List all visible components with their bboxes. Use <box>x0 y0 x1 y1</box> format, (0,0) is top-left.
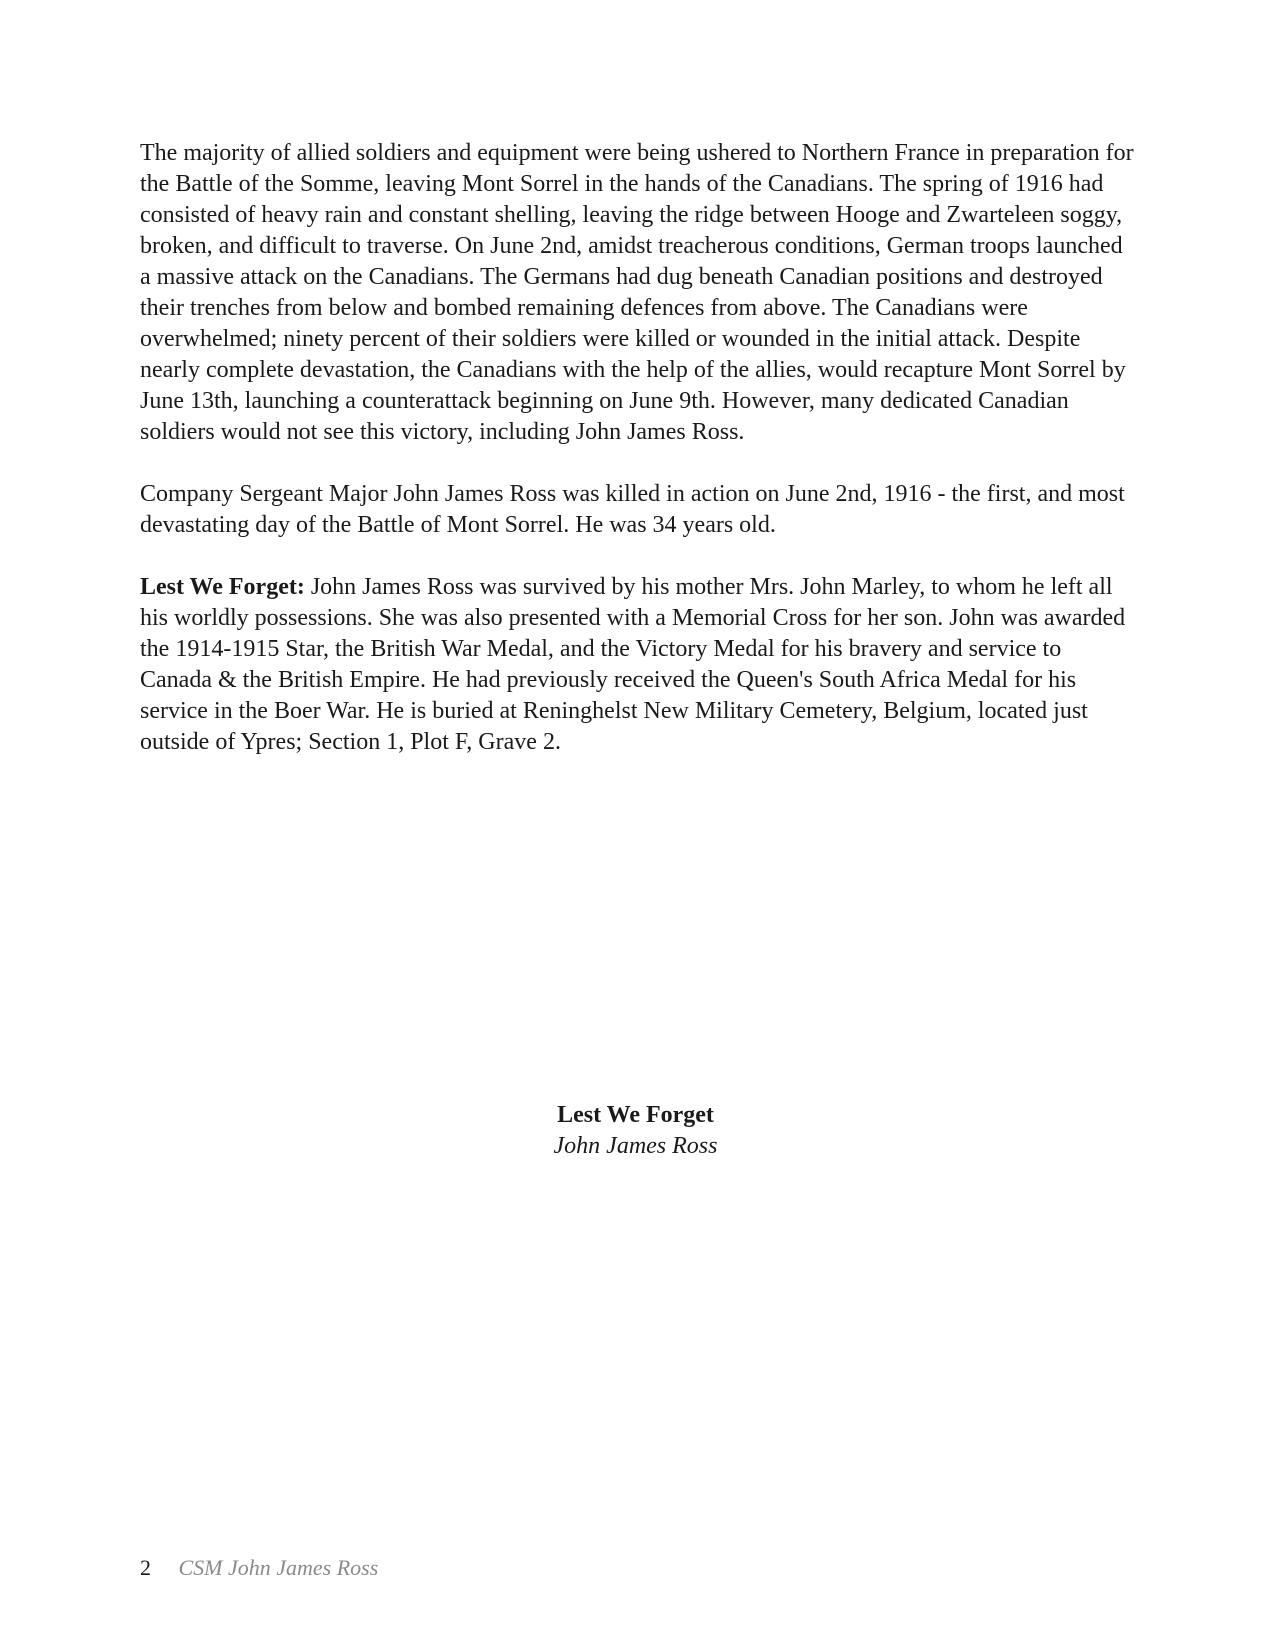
page-number: 2 <box>140 1555 151 1580</box>
running-header: CSM John James Ross <box>178 1555 379 1580</box>
paragraph-lest-we-forget <box>140 572 1135 758</box>
body-text <box>140 138 1135 789</box>
paragraph-death-notice: Company Sergeant Major John James Ross was killed in action on June 2nd, 1916 - the first, and most devastating day of the Battle of Mont Sorrel. He was 34 years old. <box>140 481 1125 538</box>
lest-we-forget-lead-in: Lest We Forget: <box>140 574 305 600</box>
closing-title: Lest We Forget <box>557 1102 714 1128</box>
closing-dedication <box>0 1100 1271 1162</box>
closing-name: John James Ross <box>553 1133 718 1159</box>
lest-we-forget-body: John James Ross was survived by his mother Mrs. John Marley, to whom he left all his worldly possessions. She was also presented with a Memorial Cross for her son. John was awarded the 1914-1915 Star, the British War Medal, and the Victory Medal for his bravery and service to Canada & the British Empire. He had previously received the Queen's South Africa Medal for his service in the Boer War. He is buried at Reninghelst New Military Cemetery, Belgium, located just outside of Ypres; Section 1, Plot F, Grave 2. <box>140 574 1126 755</box>
paragraph-battle-narrative: The majority of allied soldiers and equipment were being ushered to Northern France in preparation for the Battle of the Somme, leaving Mont Sorrel in the hands of the Canadians. The spring of 1916 had consisted of heavy rain and constant shelling, leaving the ridge between Hooge and Zwarteleen soggy, broken, and difficult to traverse. On June 2nd, amidst treacherous conditions, German troops launched a massive attack on the Canadians. The Germans had dug beneath Canadian positions and destroyed their trenches from below and bombed remaining defences from above. The Canadians were overwhelmed; ninety percent of their soldiers were killed or wounded in the initial attack. Despite nearly complete devastation, the Canadians with the help of the allies, would recapture Mont Sorrel by June 13th, launching a counterattack beginning on June 9th. However, many dedicated Canadian soldiers would not see this victory, including John James Ross. <box>140 140 1134 445</box>
page-footer <box>140 1554 378 1582</box>
